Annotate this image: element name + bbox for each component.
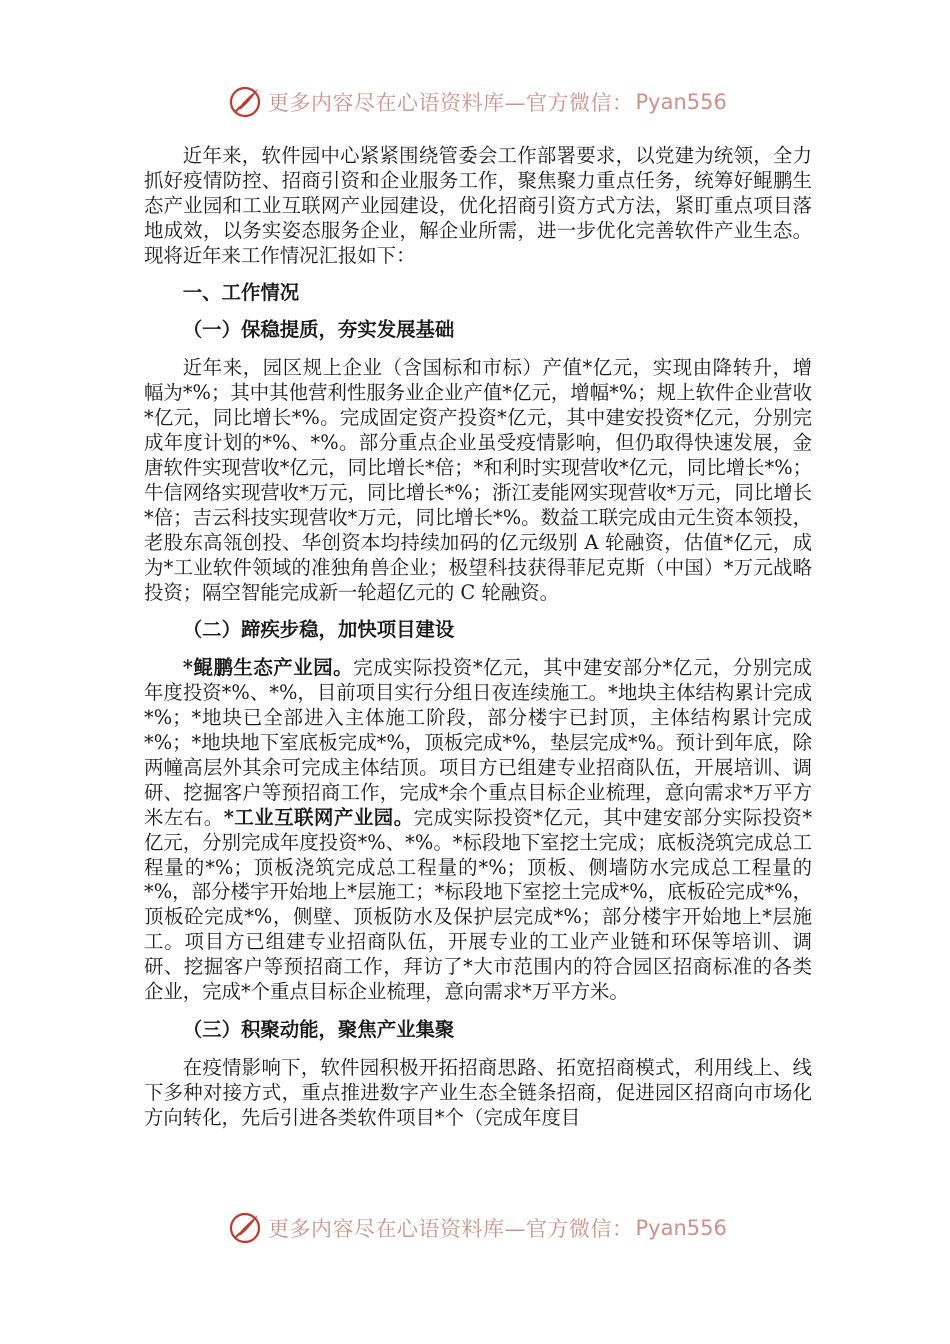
document-body (144, 144, 812, 1131)
subsection-heading-1: （一）保稳提质，夯实发展基础 (182, 318, 455, 342)
watermark-wechat-id: Pyan556 (635, 1216, 727, 1240)
quill-logo-icon (228, 1211, 262, 1245)
section-heading-work-status: 一、工作情况 (182, 280, 300, 304)
project-name-kunpeng: *鲲鹏生态产业园。 (182, 656, 354, 680)
subsection-3-paragraph: 在疫情影响下，软件园积极开拓招商思路、拓宽招商模式，利用线上、线下多种对接方式，重点推进数字产业生态全链条招商，促进园区招商向市场化方向转化，先后引进各类软件项目*个（完成年度目 (144, 1055, 812, 1129)
watermark-text: 更多内容尽在心语资料库—官方微信： (268, 91, 634, 115)
project-industrial-internet-text: 完成实际投资*亿元，其中建安部分实际投资*亿元，分别完成年度投资*%、*%。*标段地下室挖土完成；底板浇筑完成总工程量的*%；顶板浇筑完成总工程量的*%；顶板、侧墙防水完成总工程量的*%，部分楼宇开始地上*层施工；*标段地下室挖土完成*%，底板砼完成*%，顶板砼完成*%，侧壁、顶板防水及保护层完成*%；部分楼宇开始地上*层施工。项目方已组建专业招商队伍，开展专业的工业产业链和环保等培训、调研、挖掘客户等预招商工作，拜访了*大市范围内的符合园区招商标准的各类企业，完成*个重点目标企业梳理，意向需求*万平方米。 (144, 805, 813, 1004)
intro-paragraph: 近年来，软件园中心紧紧围绕管委会工作部署要求，以党建为统领，全力抓好疫情防控、招商引资和企业服务工作，聚焦聚力重点任务，统筹好鲲鹏生态产业园和工业互联网产业园建设，优化招商引资方式方法，紧盯重点项目落地成效，以务实姿态服务企业，解企业所需，进一步优化完善软件产业生态。现将近年来工作情况汇报如下： (144, 144, 812, 267)
quill-logo-icon (228, 85, 262, 119)
subsection-2-paragraph (144, 656, 812, 1005)
project-kunpeng-text: 完成实际投资*亿元，其中建安部分*亿元，分别完成年度投资*%、*%，目前项目实行分组日夜连续施工。*地块主体结构累计完成*%；*地块已全部进入主体施工阶段，部分楼宇已封顶，主体结构累计完成*%；*地块地下室底板完成*%，顶板完成*%，垫层完成*%。预计到年底，除两幢高层外其余可完成主体结顶。项目方已组建专业招商队伍，开展培训、调研、挖掘客户等预招商工作，完成*余个重点目标企业梳理，意向需求*万平方米左右。 (144, 656, 813, 829)
project-name-industrial-internet: *工业互联网产业园。 (223, 805, 414, 829)
watermark-text: 更多内容尽在心语资料库—官方微信： (268, 1217, 634, 1241)
watermark-header (228, 82, 748, 122)
subsection-heading-2: （二）蹄疾步稳，加快项目建设 (182, 618, 455, 642)
subsection-1-paragraph: 近年来，园区规上企业（含国标和市标）产值*亿元，实现由降转升，增幅为*%；其中其他营利性服务业企业产值*亿元，增幅*%；规上软件企业营收*亿元，同比增长*%。完成固定资产投资*亿元，其中建安投资*亿元，分别完成年度计划的*%、*%。部分重点企业虽受疫情影响，但仍取得快速发展，金唐软件实现营收*亿元，同比增长*倍；*和利时实现营收*亿元，同比增长*%；牛信网络实现营收*万元，同比增长*%；浙江麦能网实现营收*万元，同比增长*倍；吉云科技实现营收*万元，同比增长*%。数益工联完成由元生资本领投，老股东高瓴创投、华创资本均持续加码的亿元级别 A 轮融资，估值*亿元，成为*工业软件领域的准独角兽企业；极望科技获得菲尼克斯（中国）*万元战略投资；隔空智能完成新一轮超亿元的 C 轮融资。 (144, 356, 813, 604)
watermark-wechat-id: Pyan556 (635, 90, 727, 114)
watermark-footer (228, 1208, 748, 1248)
subsection-heading-3: （三）积聚动能，聚焦产业集聚 (182, 1018, 455, 1041)
